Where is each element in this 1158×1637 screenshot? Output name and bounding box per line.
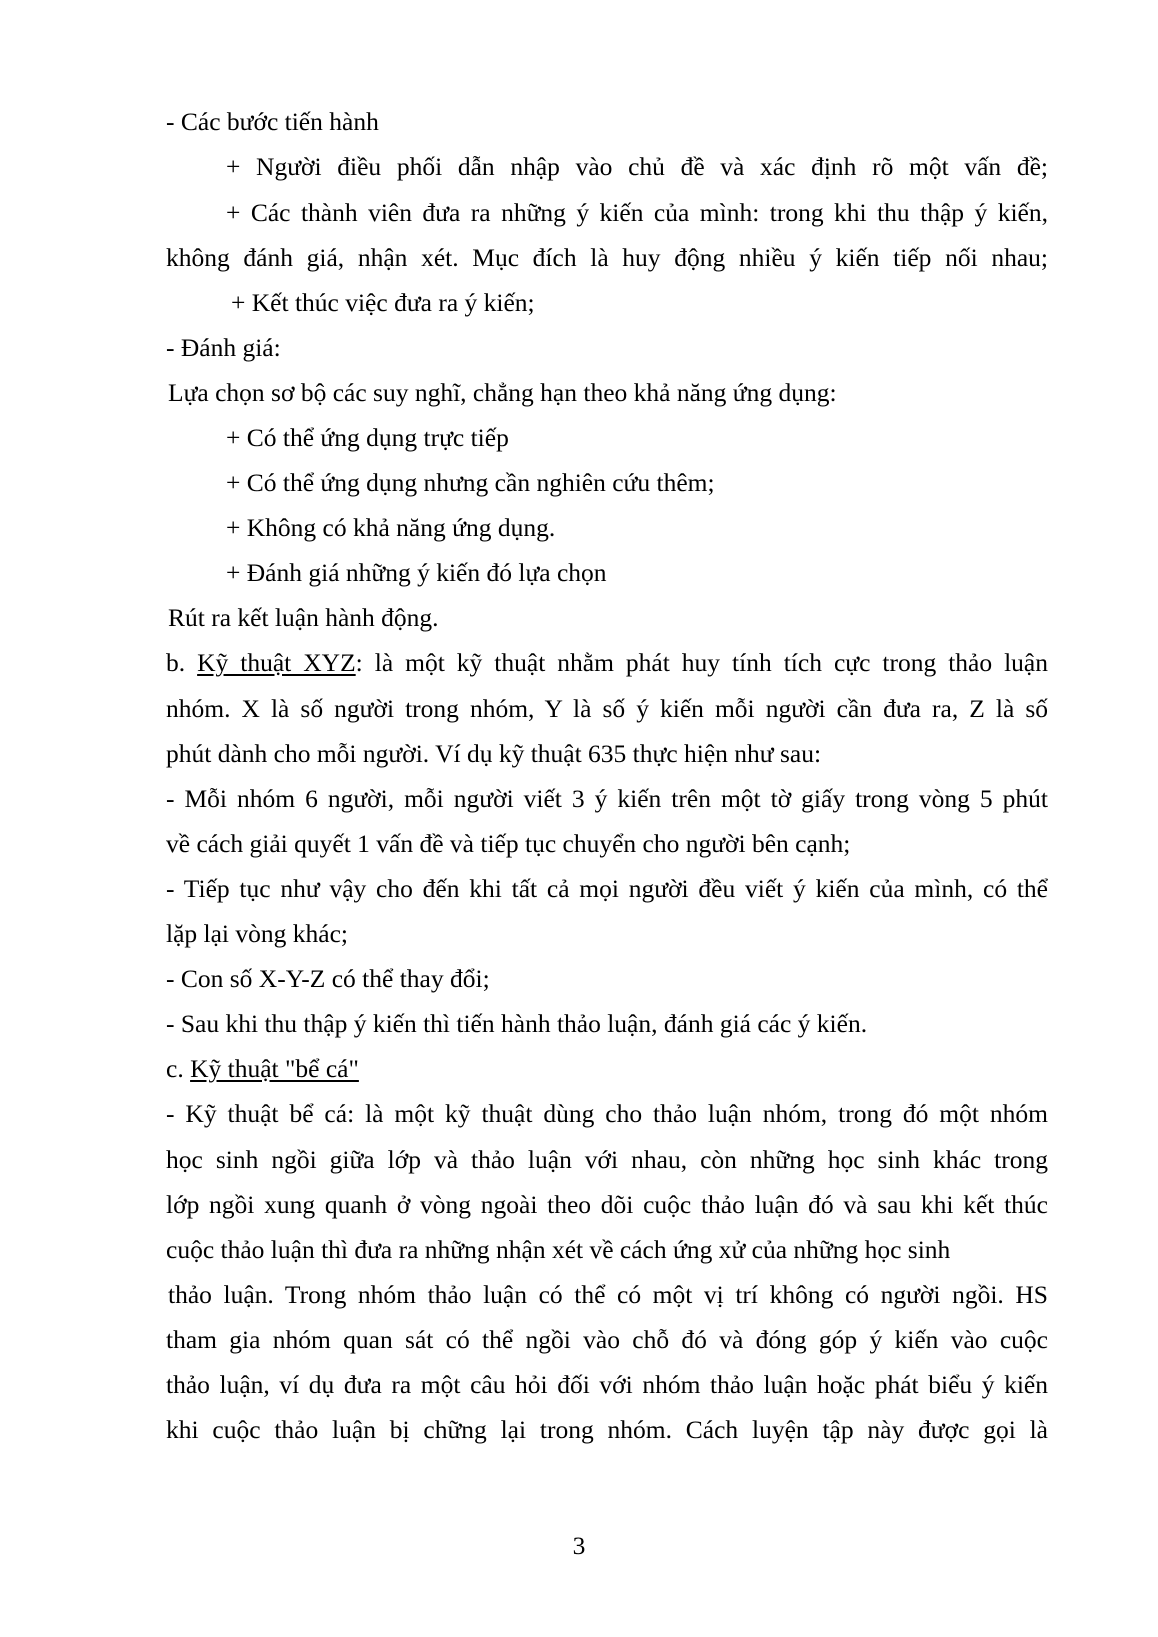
text-line: - Đánh giá: — [166, 333, 281, 362]
text-line: nhóm. X là số người trong nhóm, Y là số ý kiến mỗi người cần đưa ra, Z là số — [166, 694, 1048, 723]
text-line: phút dành cho mỗi người. Ví dụ kỹ thuật 635 thực hiện như sau: — [166, 739, 822, 768]
text-line: không đánh giá, nhận xét. Mục đích là huy động nhiều ý kiến tiếp nối nhau; — [166, 243, 1048, 272]
text-line: học sinh ngồi giữa lớp và thảo luận với nhau, còn những học sinh khác trong — [166, 1145, 1048, 1174]
text-line: + Các thành viên đưa ra những ý kiến của mình: trong khi thu thập ý kiến, — [226, 198, 1048, 227]
text-line: khi cuộc thảo luận bị chững lại trong nhóm. Cách luyện tập này được gọi là — [166, 1415, 1048, 1444]
heading-rest: : là một kỹ thuật nhằm phát huy tính tích cực trong thảo luận — [355, 648, 1049, 677]
text-line: + Kết thúc việc đưa ra ý kiến; — [231, 288, 535, 317]
text-line: Rút ra kết luận hành động. — [168, 603, 439, 632]
text-line: về cách giải quyết 1 vấn đề và tiếp tục chuyển cho người bên cạnh; — [166, 829, 851, 858]
text-line: - Các bước tiến hành — [166, 107, 379, 136]
text-line: + Không có khả năng ứng dụng. — [226, 513, 556, 542]
text-line: thảo luận, ví dụ đưa ra một câu hỏi đối với nhóm thảo luận hoặc phát biểu ý kiến — [166, 1370, 1048, 1399]
heading-title: Kỹ thuật "bể cá" — [190, 1054, 359, 1083]
text-line: thảo luận. Trong nhóm thảo luận có thể có một vị trí không có người ngồi. HS — [168, 1280, 1048, 1309]
heading-prefix: c. — [166, 1054, 191, 1083]
text-line: cuộc thảo luận thì đưa ra những nhận xét về cách ứng xử của những học sinh — [166, 1235, 951, 1264]
text-line: lớp ngồi xung quanh ở vòng ngoài theo dõi cuộc thảo luận đó và sau khi kết thúc — [166, 1190, 1048, 1219]
page-number: 3 — [572, 1531, 586, 1560]
section-heading-fishbowl — [166, 1052, 1048, 1086]
text-line: - Kỹ thuật bể cá: là một kỹ thuật dùng cho thảo luận nhóm, trong đó một nhóm — [166, 1099, 1048, 1128]
section-heading-xyz — [166, 646, 1048, 680]
text-line: - Con số X-Y-Z có thể thay đổi; — [166, 964, 490, 993]
text-line: Lựa chọn sơ bộ các suy nghĩ, chẳng hạn theo khả năng ứng dụng: — [168, 378, 837, 407]
heading-prefix: b. — [166, 648, 198, 677]
text-line: - Tiếp tục như vậy cho đến khi tất cả mọi người đều viết ý kiến của mình, có thể — [166, 874, 1048, 903]
text-line: + Có thể ứng dụng nhưng cần nghiên cứu thêm; — [226, 468, 715, 497]
text-line: + Có thể ứng dụng trực tiếp — [226, 423, 509, 452]
text-line: lặp lại vòng khác; — [166, 919, 348, 948]
text-line: + Đánh giá những ý kiến đó lựa chọn — [226, 558, 607, 587]
text-line: - Sau khi thu thập ý kiến thì tiến hành thảo luận, đánh giá các ý kiến. — [166, 1009, 868, 1038]
text-line: + Người điều phối dẫn nhập vào chủ đề và xác định rõ một vấn đề; — [226, 152, 1048, 181]
text-line: tham gia nhóm quan sát có thể ngồi vào chỗ đó và đóng góp ý kiến vào cuộc — [166, 1325, 1048, 1354]
heading-title: Kỹ thuật XYZ — [197, 648, 356, 677]
text-line: - Mỗi nhóm 6 người, mỗi người viết 3 ý kiến trên một tờ giấy trong vòng 5 phút — [166, 784, 1048, 813]
